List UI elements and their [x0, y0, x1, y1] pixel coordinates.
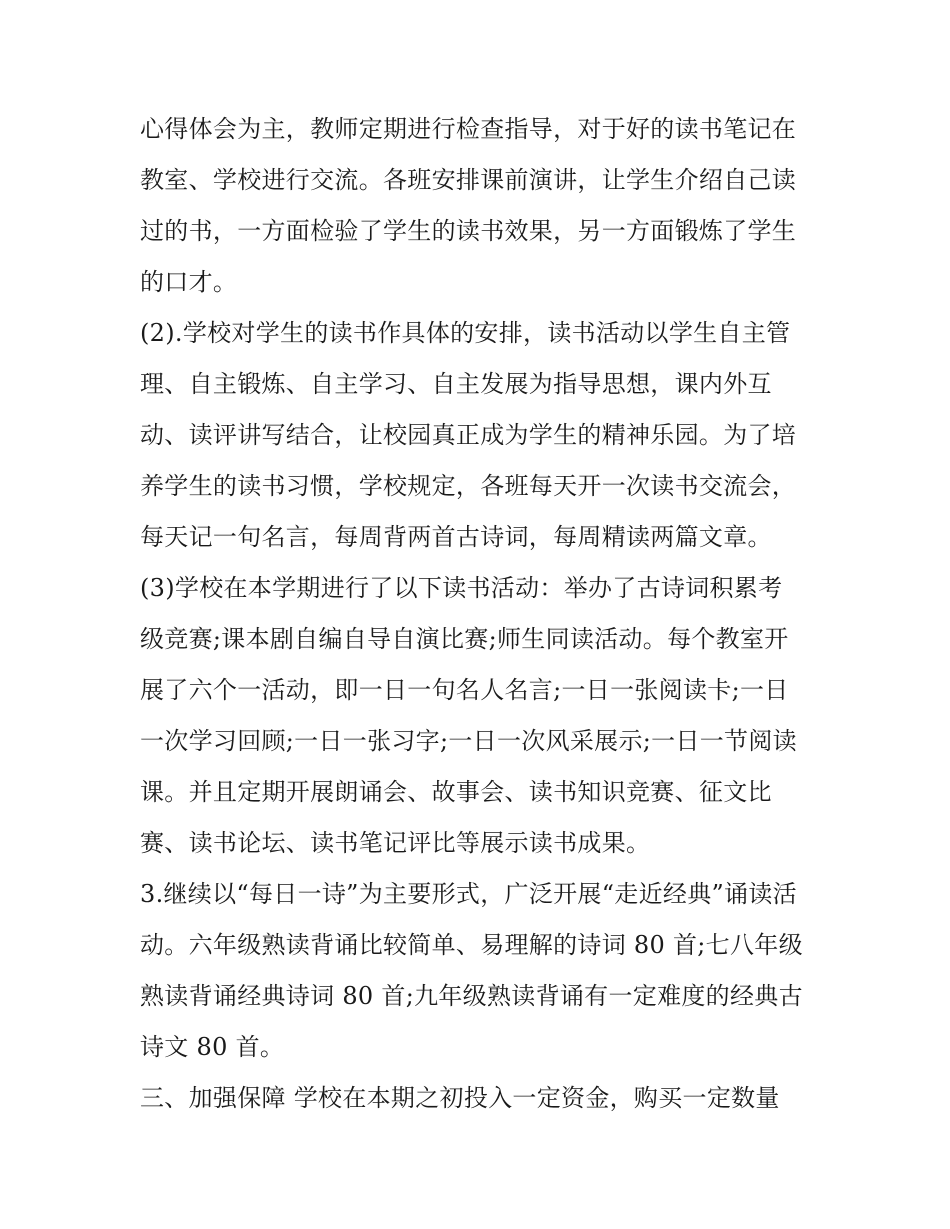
text-line: (2).学校对学生的读书作具体的安排，读书活动以学生自主管	[140, 319, 791, 347]
text-line: 动。六年级熟读背诵比较简单、易理解的诗词 80 首;七八年级	[140, 931, 803, 959]
text-line: 教室、学校进行交流。各班安排课前演讲，让学生介绍自己读	[140, 166, 797, 194]
text-line: 熟读背诵经典诗词 80 首;九年级熟读背诵有一定难度的经典古	[140, 982, 803, 1010]
text-line: 心得体会为主，教师定期进行检查指导，对于好的读书笔记在	[140, 115, 797, 143]
text-line: 动、读评讲写结合，让校园真正成为学生的精神乐园。为了培	[140, 421, 797, 449]
text-line: 的口才。	[140, 268, 238, 296]
text-line: 一次学习回顾;一日一张习字;一日一次风采展示;一日一节阅读	[140, 727, 797, 755]
text-line: 诗文 80 首。	[140, 1033, 285, 1061]
text-line: 理、自主锻炼、自主学习、自主发展为指导思想，课内外互	[140, 370, 772, 398]
text-line: 3.继续以“每日一诗”为主要形式，广泛开展“走近经典”诵读活	[140, 880, 797, 908]
text-line: 三、加强保障 学校在本期之初投入一定资金，购买一定数量	[140, 1084, 780, 1112]
text-line: 过的书，一方面检验了学生的读书效果，另一方面锻炼了学生	[140, 217, 797, 245]
text-line: 课。并且定期开展朗诵会、故事会、读书知识竞赛、征文比	[140, 778, 772, 806]
text-line: 每天记一句名言，每周背两首古诗词，每周精读两篇文章。	[140, 523, 772, 551]
text-line: 展了六个一活动，即一日一句名人名言;一日一张阅读卡;一日	[140, 676, 789, 704]
text-line: 赛、读书论坛、读书笔记评比等展示读书成果。	[140, 829, 651, 857]
text-line: 养学生的读书习惯，学校规定，各班每天开一次读书交流会，	[140, 472, 797, 500]
text-line: 级竞赛;课本剧自编自导自演比赛;师生同读活动。每个教室开	[140, 625, 789, 653]
text-line: (3)学校在本学期进行了以下读书活动：举办了古诗词积累考	[140, 574, 783, 602]
